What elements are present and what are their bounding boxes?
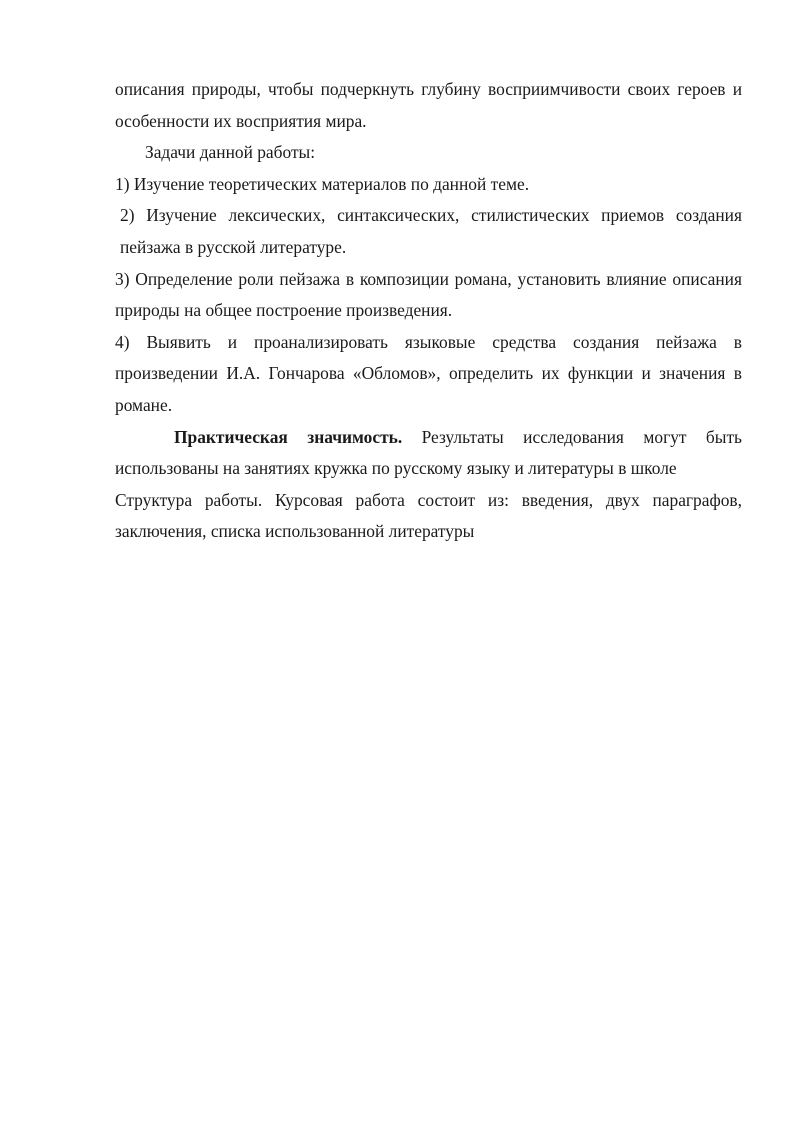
paragraph-task-3: 3) Определение роли пейзажа в композиции романа, установить влияние описания природы на общее построение произведения. xyxy=(115,268,742,321)
paragraph-task-2: 2) Изучение лексических, синтаксических, стилистических приемов создания пейзажа в русской литературе. xyxy=(120,205,742,257)
paragraph-task-4: 4) Выявить и проанализировать языковые средства создания пейзажа в произведении И.А. Гончарова «Обломов», определить их функции и значения в романе. xyxy=(115,331,742,415)
paragraph-task-1: 1) Изучение теоретических материалов по данной теме. xyxy=(115,173,530,194)
paragraph-work-structure: Структура работы. Курсовая работа состоит из: введения, двух параграфов, заключения, списка использованной литературы xyxy=(115,489,742,542)
practical-significance-label: Практическая значимость. xyxy=(174,426,403,447)
paragraph-nature-description: описания природы, чтобы подчеркнуть глубину восприимчивости своих героев и особенности их восприятия мира. xyxy=(115,79,742,131)
paragraph-tasks-heading: Задачи данной работы: xyxy=(145,142,316,163)
paragraph-practical-significance xyxy=(115,422,742,485)
practical-significance-text: Результаты исследования могут быть использованы на занятиях кружка по русскому языку и литературы в школе xyxy=(115,426,742,479)
document-text xyxy=(115,74,742,548)
